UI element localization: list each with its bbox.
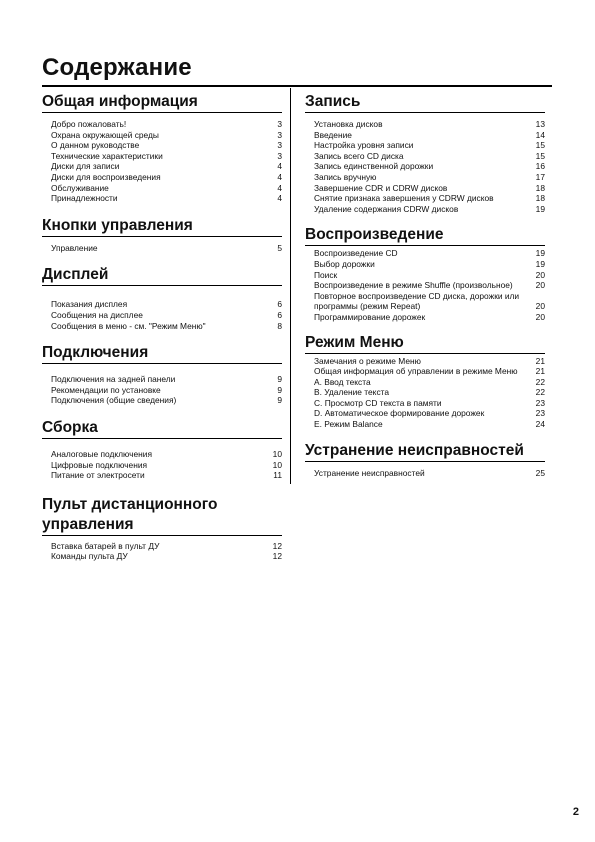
entry-page: 13: [535, 119, 545, 129]
toc-section-remote: [42, 491, 282, 562]
toc-entry[interactable]: [314, 468, 545, 479]
entry-page: 23: [535, 397, 545, 408]
entry-label: Сообщения на дисплее: [51, 309, 143, 320]
toc-entry[interactable]: [314, 377, 545, 388]
entry-page: 20: [535, 311, 545, 322]
toc-entry[interactable]: [314, 259, 545, 270]
entry-label: Поиск: [314, 269, 338, 280]
entry-label: Общая информация об управлении в режиме Меню: [314, 366, 518, 377]
entry-label: Аналоговые подключения: [51, 448, 152, 459]
entry-page: 21: [535, 355, 545, 366]
entry-page: 19: [535, 248, 545, 259]
entry-label: Управление: [51, 242, 98, 253]
entry-label: О данном руководстве: [51, 140, 140, 151]
entry-label: B. Удаление текста: [314, 387, 390, 398]
entry-label: Воспроизведение в режиме Shuffle (произвольное): [314, 280, 513, 291]
column-divider: [290, 88, 291, 484]
entry-page: 20: [535, 280, 545, 291]
entry-label: Технические характеристики: [51, 150, 163, 161]
entry-label: Показания дисплея: [51, 299, 128, 310]
section-heading: Воспроизведение: [305, 226, 444, 244]
entry-page: 18: [535, 193, 545, 204]
entry-page: 4: [277, 171, 282, 182]
entry-label: Введение: [314, 129, 352, 140]
entry-page: 4: [277, 182, 282, 193]
toc-section-assembly: [42, 414, 282, 481]
entry-label: Завершение CDR и CDRW дисков: [314, 182, 448, 193]
entry-label: Удаление содержания CDRW дисков: [314, 203, 459, 214]
toc-entry[interactable]: [51, 140, 282, 151]
section-heading: Подключения: [42, 344, 149, 362]
entry-label: Снятие признака завершения у CDRW дисков: [314, 193, 494, 204]
entry-page: 20: [535, 269, 545, 280]
toc-entry[interactable]: [314, 291, 545, 312]
toc-entry[interactable]: [51, 310, 282, 321]
entry-list: [42, 536, 282, 562]
toc-entry[interactable]: [314, 312, 545, 323]
entry-page: 19: [535, 203, 545, 214]
entry-label: D. Автоматическое формирование дорожек: [314, 408, 485, 419]
entry-label: Запись вручную: [314, 171, 377, 182]
toc-section-menu-mode: [305, 329, 545, 430]
section-heading: Запись: [305, 93, 361, 110]
section-heading: Общая информация: [42, 93, 198, 110]
entry-page: 12: [272, 551, 282, 562]
entry-label: Сообщения в меню - см. "Режим Меню": [51, 320, 206, 331]
entry-label: Настройка уровня записи: [314, 140, 414, 151]
entry-label: Запись единственной дорожки: [314, 161, 434, 172]
toc-section-troubleshooting: [305, 437, 545, 479]
toc-entry[interactable]: [314, 183, 545, 194]
entry-list: [305, 246, 545, 322]
toc-entry[interactable]: [314, 130, 545, 141]
entry-page: 9: [277, 395, 282, 406]
entry-label: Обслуживание: [51, 182, 109, 193]
entry-list: [305, 113, 545, 214]
toc-entry[interactable]: [51, 385, 282, 396]
entry-page: 4: [277, 193, 282, 204]
entry-label: Подключения на задней панели: [51, 374, 176, 385]
toc-entry[interactable]: [51, 551, 282, 562]
entry-page: 6: [277, 309, 282, 320]
entry-page: 22: [535, 376, 545, 387]
entry-page: 5: [277, 242, 282, 253]
section-heading: Сборка: [42, 418, 98, 436]
toc-entry[interactable]: [314, 270, 545, 281]
entry-label: Диски для записи: [51, 161, 120, 172]
entry-list: [42, 439, 282, 481]
entry-label: Охрана окружающей среды: [51, 129, 159, 140]
toc-entry[interactable]: [314, 398, 545, 409]
entry-label: Диски для воспроизведения: [51, 171, 161, 182]
entry-label: Добро пожаловать!: [51, 119, 127, 129]
entry-list: [42, 113, 282, 204]
title-rule: [42, 85, 552, 87]
entry-page: 18: [535, 182, 545, 193]
entry-page: 11: [273, 470, 282, 481]
entry-page: 22: [535, 387, 545, 398]
toc-entry[interactable]: [314, 204, 545, 215]
toc-entry[interactable]: [51, 193, 282, 204]
entry-label: Замечания о режиме Меню: [314, 355, 421, 366]
section-heading: Дисплей: [42, 266, 109, 284]
toc-entry[interactable]: [51, 460, 282, 471]
page-title: Содержание: [42, 54, 192, 81]
section-heading: Пульт дистанционного управления: [42, 495, 218, 533]
entry-page: 24: [535, 419, 545, 430]
toc-entry[interactable]: [51, 321, 282, 332]
toc-entry[interactable]: [51, 243, 282, 254]
entry-page: 23: [535, 408, 545, 419]
entry-list: [305, 462, 545, 479]
toc-entry[interactable]: [51, 541, 282, 552]
entry-list: [305, 354, 545, 430]
entry-page: 4: [277, 161, 282, 172]
toc-section-recording: [305, 88, 545, 214]
entry-page: 3: [277, 150, 282, 161]
toc-entry[interactable]: [51, 449, 282, 460]
toc-entry[interactable]: [314, 356, 545, 367]
entry-label: Подключения (общие сведения): [51, 395, 177, 406]
section-heading: Режим Меню: [305, 333, 404, 351]
entry-page: 10: [272, 448, 282, 459]
right-column: [305, 88, 545, 478]
entry-page: 25: [535, 467, 545, 478]
entry-page: 6: [277, 299, 282, 310]
toc-section-display: [42, 261, 282, 331]
entry-page: 15: [535, 150, 545, 161]
toc-section-controls: [42, 212, 282, 254]
toc-entry[interactable]: [314, 366, 545, 377]
toc-entry[interactable]: [314, 248, 545, 259]
entry-page: 9: [277, 384, 282, 395]
entry-page: 3: [277, 129, 282, 140]
toc-entry[interactable]: [51, 395, 282, 406]
toc-section-connections: [42, 339, 282, 406]
entry-page: 3: [277, 140, 282, 151]
entry-label: Вставка батарей в пульт ДУ: [51, 540, 160, 551]
entry-label: A. Ввод текста: [314, 376, 371, 387]
entry-label: Цифровые подключения: [51, 459, 148, 470]
toc-entry[interactable]: [314, 151, 545, 162]
entry-page: 16: [535, 161, 545, 172]
toc-entry[interactable]: [314, 419, 545, 430]
toc-entry[interactable]: [51, 130, 282, 141]
entry-page: 17: [535, 171, 545, 182]
entry-label: Выбор дорожки: [314, 258, 375, 269]
entry-label: Воспроизведение CD: [314, 248, 398, 259]
entry-list: [42, 286, 282, 331]
toc-entry[interactable]: [51, 299, 282, 310]
entry-label: E. Режим Balance: [314, 419, 383, 430]
entry-label: C. Просмотр CD текста в памяти: [314, 397, 442, 408]
section-heading: Устранение неисправностей: [305, 441, 524, 459]
entry-label: Принадлежности: [51, 193, 118, 204]
entry-label: Запись всего CD диска: [314, 150, 404, 161]
entry-page: 14: [535, 129, 545, 140]
entry-page: 9: [277, 374, 282, 385]
toc-section-general: [42, 88, 282, 204]
toc-entry[interactable]: [314, 280, 545, 291]
entry-page: 10: [272, 459, 282, 470]
entry-page: 19: [535, 258, 545, 269]
toc-entry[interactable]: [51, 151, 282, 162]
toc-entry[interactable]: [314, 119, 545, 130]
toc-entry[interactable]: [314, 172, 545, 183]
toc-entry[interactable]: [51, 374, 282, 385]
toc-entry[interactable]: [51, 470, 282, 481]
toc-entry[interactable]: [51, 183, 282, 194]
entry-label: Команды пульта ДУ: [51, 551, 128, 562]
toc-entry[interactable]: [314, 161, 545, 172]
entry-label: Питание от электросети: [51, 470, 145, 481]
left-column: [42, 88, 282, 562]
toc-entry[interactable]: [51, 161, 282, 172]
toc-entry[interactable]: [314, 408, 545, 419]
toc-entry[interactable]: [51, 172, 282, 183]
entry-page: 21: [535, 366, 545, 377]
toc-entry[interactable]: [51, 119, 282, 130]
entry-label: Рекомендации по установке: [51, 384, 161, 395]
page-number: 2: [572, 806, 579, 818]
section-heading: Кнопки управления: [42, 216, 193, 234]
entry-list: [42, 364, 282, 406]
entry-label: Повторное воспроизведение CD диска, дорожки или программы (режим Repeat): [314, 290, 520, 312]
entry-page: 3: [277, 119, 282, 129]
toc-entry[interactable]: [314, 387, 545, 398]
entry-list: [42, 237, 282, 254]
entry-page: 8: [277, 320, 282, 331]
toc-entry[interactable]: [314, 140, 545, 151]
entry-label: Установка дисков: [314, 119, 383, 129]
entry-label: Программирование дорожек: [314, 311, 426, 322]
entry-page: 20: [535, 301, 545, 312]
toc-entry[interactable]: [314, 193, 545, 204]
entry-label: Устранение неисправностей: [314, 467, 425, 478]
entry-page: 12: [272, 540, 282, 551]
toc-section-playback: [305, 221, 545, 322]
entry-page: 15: [535, 140, 545, 151]
